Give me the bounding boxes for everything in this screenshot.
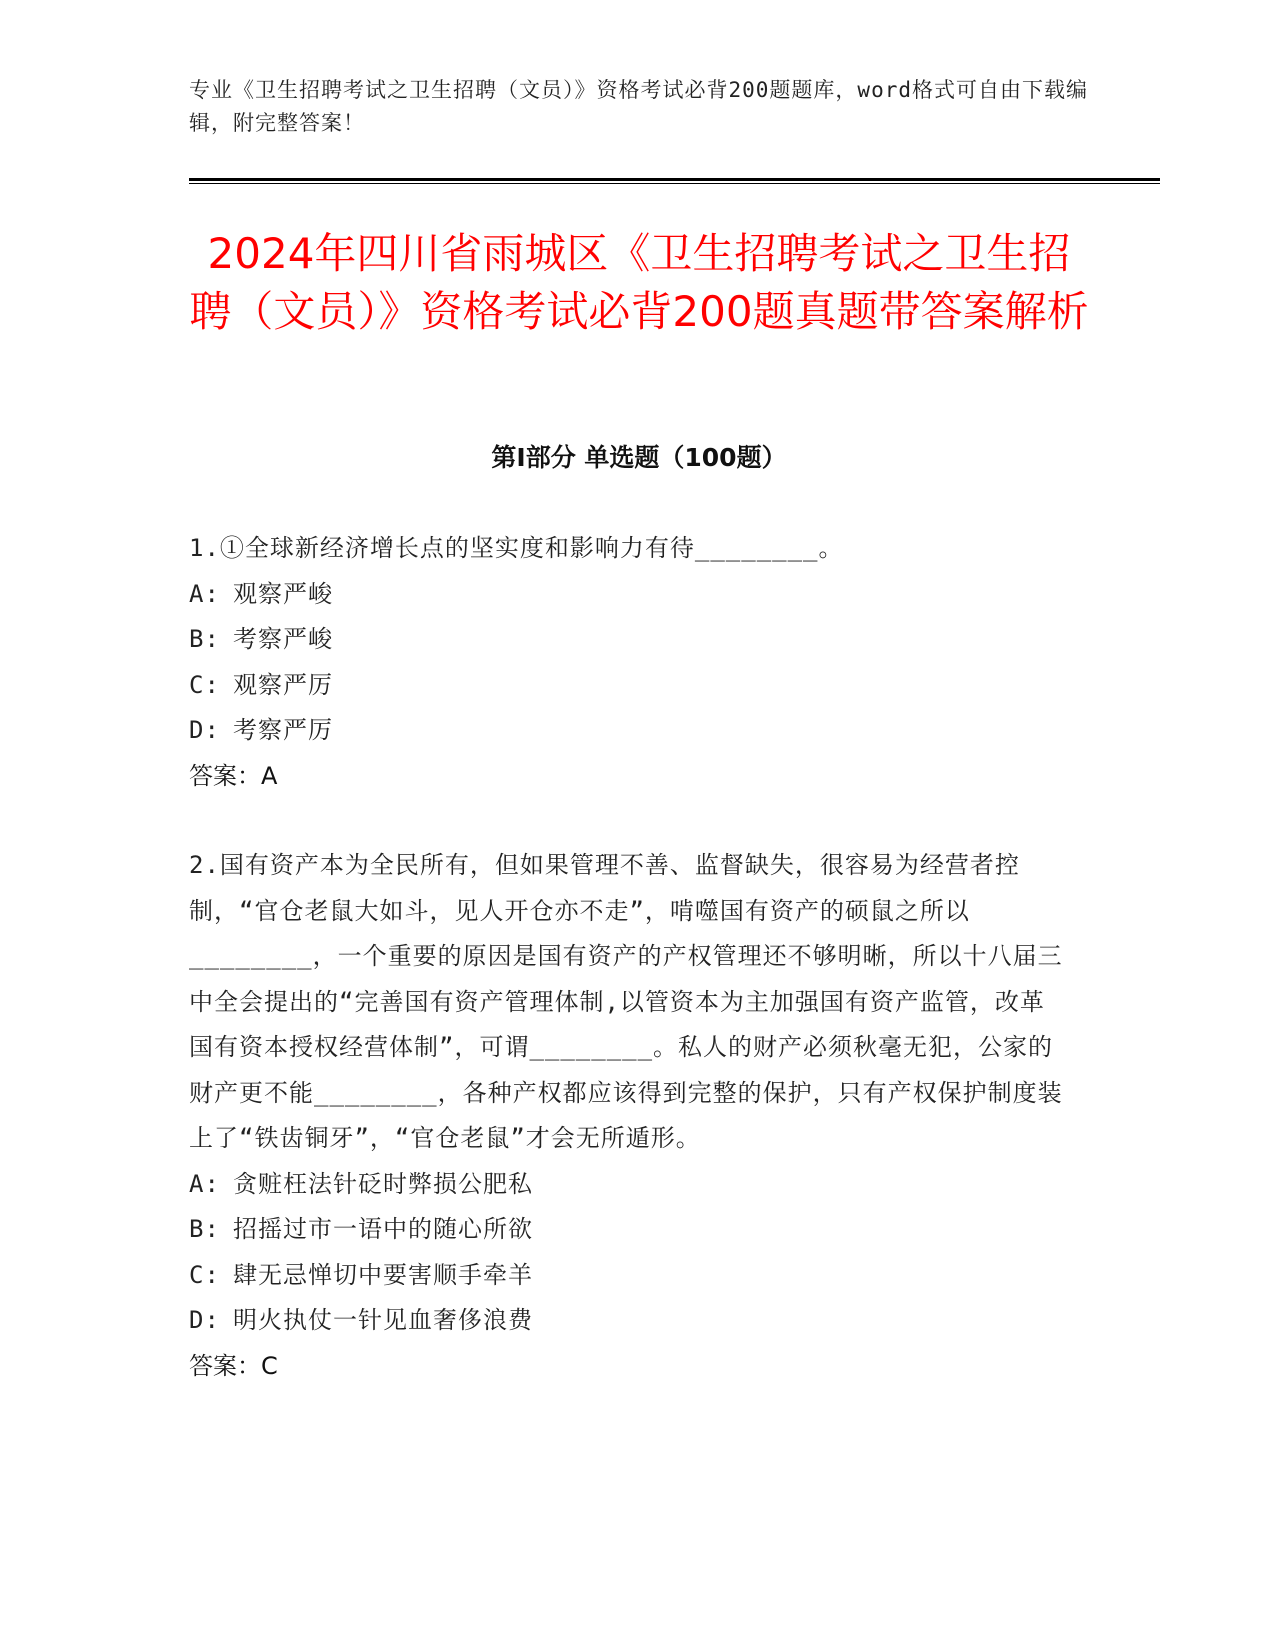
option-text: 观察严峻 (233, 579, 333, 608)
option-text: 考察严厉 (233, 716, 333, 744)
option-text: 招摇过市一语中的随心所欲 (233, 1215, 533, 1243)
header-divider-thin (189, 183, 1160, 184)
option-a (189, 572, 1069, 618)
header-note: 专业《卫生招聘考试之卫生招聘（文员）》资格考试必背200题题库，word格式可自由下载编辑，附完整答案！ (189, 78, 1088, 135)
option-text: 观察严厉 (233, 670, 333, 699)
option-letter: C: (189, 1260, 220, 1289)
question-stem: 1.①全球新经济增长点的坚实度和影响力有待________。 (189, 534, 844, 562)
option-letter: D: (189, 1306, 220, 1334)
option-d (189, 708, 1069, 754)
option-c (189, 663, 1069, 709)
option-letter: C: (189, 670, 220, 699)
option-letter: A: (189, 579, 220, 608)
section-title: 第I部分 单选题（100题） (491, 443, 787, 472)
question-1 (189, 526, 1069, 799)
option-text: 贪赃枉法针砭时弊损公肥私 (233, 1169, 533, 1198)
option-c (189, 1253, 1069, 1299)
option-letter: A: (189, 1169, 220, 1198)
answer: 答案：C (189, 1351, 278, 1380)
option-letter: B: (189, 1215, 220, 1243)
document-title: 2024年四川省雨城区《卫生招聘考试之卫生招聘（文员）》资格考试必背200题真题带答案解析 (189, 229, 1089, 336)
option-a (189, 1162, 1069, 1208)
question-2 (189, 843, 1069, 1389)
option-text: 考察严峻 (233, 625, 333, 653)
option-text: 明火执仗一针见血奢侈浪费 (233, 1306, 533, 1334)
option-d (189, 1298, 1069, 1344)
question-stem: 2.国有资产本为全民所有，但如果管理不善、监督缺失，很容易为经营者控制，“官仓老鼠大如斗，见人开仓亦不走”，啃噬国有资产的硕鼠之所以________，一个重要的原因是国有资产的产权管理还不够明晰，所以十八届三中全会提出的“完善国有资产管理体制,以管资本为主加强国有资产监管，改革国有资本授权经营体制”，可谓________。私人的财产必须秋毫无犯，公家的财产更不能________，各种产权都应该得到完整的保护，只有产权保护制度装上了“铁齿铜牙”，“官仓老鼠”才会无所遁形。 (189, 851, 1063, 1152)
option-text: 肆无忌惮切中要害顺手牵羊 (233, 1260, 533, 1289)
answer: 答案：A (189, 761, 278, 790)
header-divider-thick (189, 178, 1160, 181)
option-letter: B: (189, 625, 220, 653)
option-letter: D: (189, 716, 220, 744)
option-b (189, 1207, 1069, 1253)
option-b (189, 617, 1069, 663)
